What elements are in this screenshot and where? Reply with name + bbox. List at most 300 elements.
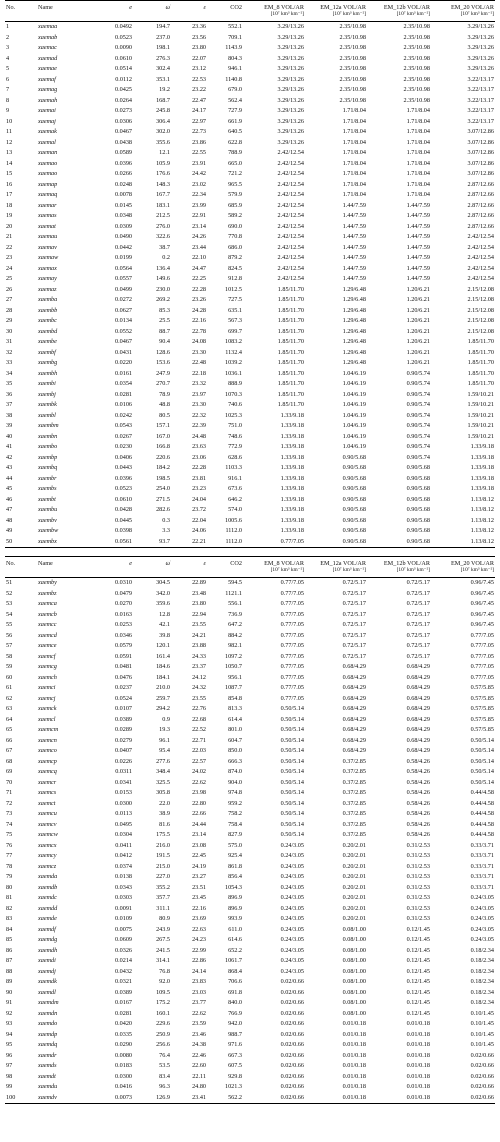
cell-epsilon: 23.03 [192, 988, 206, 996]
cell-omega: 168.7 [156, 96, 170, 104]
cell-omega: 76.8 [159, 967, 170, 975]
cell-epsilon: 22.76 [192, 705, 206, 712]
cell-co2: 942.0 [228, 1020, 242, 1027]
cell-co2: 770.8 [228, 233, 242, 240]
cell-em20: 2.15/12.08 [467, 296, 494, 303]
cell-omega: 184.2 [156, 464, 170, 471]
cell-omega: 175.2 [156, 999, 170, 1006]
cell-em12b: 0.01/0.18 [406, 1083, 430, 1090]
cell-omega: 355.2 [156, 883, 170, 891]
cell-em12b: 0.58/4.26 [406, 768, 430, 775]
cell-e: 0.0490 [114, 233, 132, 240]
cell-name: xaembz [38, 589, 57, 597]
cell-em20: 1.59/10.21 [467, 390, 494, 398]
cell-epsilon: 22.89 [192, 579, 206, 586]
cell-em12a: 0.08/1.00 [342, 936, 366, 943]
cell-co2: 727.5 [228, 296, 242, 303]
cell-em8: 0.24/3.05 [280, 936, 304, 943]
cell-name: xaembn [38, 432, 58, 440]
cell-no: 47 [6, 506, 13, 513]
cell-no: 29 [6, 317, 13, 324]
cell-em12b: 0.31/2.53 [406, 852, 430, 859]
table-row [5, 589, 495, 600]
cell-em12a: 0.01/0.18 [342, 1072, 366, 1080]
cell-name: xaemdj [38, 967, 56, 975]
cell-co2: 1132.4 [225, 348, 242, 356]
cell-em8: 0.50/5.14 [280, 799, 304, 807]
cell-e: 0.0226 [114, 757, 132, 765]
cell-co2: 1112.0 [225, 527, 242, 534]
cell-omega: 48.8 [159, 401, 170, 408]
cell-name: xaemdi [38, 957, 56, 964]
cell-em12a: 0.68/4.29 [342, 705, 366, 712]
table-row [5, 820, 495, 831]
cell-em12b: 0.90/5.74 [406, 380, 430, 387]
cell-co2: 1121.1 [225, 589, 242, 597]
table-row [5, 400, 495, 411]
cell-name: xaemdl [38, 988, 56, 996]
cell-e: 0.0090 [114, 44, 132, 51]
cell-epsilon: 23.14 [192, 831, 206, 838]
cell-epsilon: 24.19 [192, 862, 206, 870]
cell-em12a: 0.72/5.17 [342, 621, 366, 628]
cell-em8: 0.02/0.66 [280, 1083, 304, 1090]
cell-no: 4 [6, 54, 10, 62]
cell-em12a: 2.35/10.98 [339, 33, 366, 41]
table-row [5, 988, 495, 999]
data-table-part-1 [5, 0, 495, 548]
cell-em20: 2.42/12.54 [467, 254, 494, 261]
cell-em8: 1.33/9.18 [280, 411, 304, 419]
cell-em20: 1.85/11.70 [467, 348, 494, 356]
cell-co2: 661.9 [228, 117, 242, 125]
cell-no: 23 [6, 254, 13, 261]
cell-co2: 748.6 [228, 432, 242, 440]
cell-epsilon: 22.45 [192, 852, 206, 859]
cell-no: 80 [6, 883, 13, 891]
cell-em20: 0.77/7.05 [470, 663, 494, 670]
cell-omega: 120.1 [156, 642, 170, 649]
cell-em20: 1.33/9.18 [470, 443, 494, 450]
cell-epsilon: 23.77 [192, 999, 206, 1006]
cell-em8: 1.85/11.70 [277, 317, 304, 324]
cell-em20: 0.44/4.58 [470, 820, 494, 828]
cell-epsilon: 23.72 [192, 506, 206, 513]
cell-omega: 96.3 [159, 1083, 170, 1090]
cell-e: 0.0075 [114, 925, 132, 933]
cell-no: 24 [6, 264, 13, 272]
cell-em12b: 0.90/5.74 [406, 401, 430, 408]
table-row [5, 862, 495, 873]
table-row [5, 442, 495, 453]
cell-epsilon: 23.48 [192, 589, 206, 597]
cell-em20: 3.07/12.86 [467, 159, 494, 167]
cell-em8: 0.02/0.66 [280, 978, 304, 985]
cell-e: 0.0398 [114, 527, 132, 534]
cell-omega: 302.0 [156, 128, 170, 135]
cell-em20: 0.18/2.34 [470, 999, 494, 1006]
cell-name: xaemcj [38, 694, 56, 702]
cell-e: 0.0627 [114, 306, 132, 314]
cell-no: 77 [6, 852, 13, 859]
cell-epsilon: 23.44 [192, 243, 206, 251]
cell-em8: 1.85/11.70 [277, 359, 304, 366]
cell-em8: 1.85/11.70 [277, 338, 304, 345]
cell-e: 0.0523 [114, 33, 132, 41]
cell-em12b: 0.31/2.53 [406, 862, 430, 870]
cell-name: xaemav [38, 243, 57, 251]
cell-co2: 896.9 [228, 894, 242, 901]
cell-em12a: 0.68/4.29 [342, 715, 366, 723]
cell-no: 79 [6, 873, 13, 880]
cell-co2: 916.1 [228, 474, 242, 482]
cell-name: xaemah [38, 96, 58, 104]
cell-e: 0.0321 [114, 978, 132, 985]
cell-e: 0.0557 [114, 275, 132, 282]
table-row [5, 54, 495, 65]
table-row [5, 22, 495, 33]
cell-omega: 322.6 [156, 233, 170, 240]
cell-omega: 0.2 [162, 254, 170, 261]
table-row [5, 767, 495, 778]
cell-co2: 879.2 [228, 254, 242, 261]
table-row [5, 348, 495, 359]
cell-co2: 840.0 [228, 999, 242, 1006]
cell-em20: 0.44/4.58 [470, 810, 494, 817]
cell-em12a: 1.71/8.04 [342, 180, 366, 188]
cell-epsilon: 23.08 [192, 841, 206, 849]
cell-em12a: 0.68/4.29 [342, 726, 366, 733]
cell-em8: 1.33/9.18 [280, 464, 304, 471]
cell-e: 0.0311 [115, 768, 132, 775]
table-row [5, 526, 495, 537]
cell-em8: 1.33/9.18 [280, 422, 304, 429]
table-row [5, 201, 495, 212]
cell-no: 45 [6, 485, 13, 492]
cell-em20: 3.07/12.86 [467, 149, 494, 156]
cell-name: xaemcn [38, 736, 57, 744]
cell-e: 0.0279 [114, 736, 132, 744]
table-row [5, 631, 495, 642]
cell-em12a: 1.29/6.48 [342, 306, 366, 314]
cell-e: 0.0145 [114, 201, 132, 209]
cell-e: 0.0273 [114, 107, 132, 114]
cell-em12a: 0.08/1.00 [342, 967, 366, 975]
cell-em8: 0.77/7.05 [243, 537, 305, 548]
cell-em20: 0.77/7.05 [470, 673, 494, 681]
cell-em20: 0.02/0.66 [470, 1072, 494, 1080]
cell-e: 0.0214 [114, 957, 132, 964]
table-row [5, 180, 495, 191]
cell-em20: 0.24/3.05 [470, 925, 494, 933]
cell-epsilon: 23.69 [192, 915, 206, 922]
cell-e: 0.0389 [114, 715, 132, 723]
cell-em8: 1.85/11.70 [277, 401, 304, 408]
header-no: No. [5, 557, 37, 578]
cell-co2: 667.3 [228, 1051, 242, 1059]
cell-em8: 1.85/11.70 [277, 369, 304, 377]
cell-epsilon: 24.38 [192, 1041, 206, 1048]
cell-omega: 157.1 [156, 422, 170, 429]
cell-em20: 0.96/7.45 [470, 600, 494, 607]
cell-em12b: 1.44/7.59 [406, 254, 430, 261]
cell-co2: 709.1 [228, 33, 242, 41]
cell-epsilon: 24.08 [192, 338, 206, 345]
cell-em12a: 0.68/4.29 [342, 663, 366, 670]
cell-e: 0.0163 [114, 610, 132, 618]
cell-co2: 1112.0 [207, 537, 243, 548]
cell-em20: 0.33/3.71 [470, 841, 494, 849]
cell-em12a: 0.08/1.00 [342, 999, 366, 1006]
table-row [5, 736, 495, 747]
cell-no: 69 [6, 768, 13, 775]
table-row [5, 935, 495, 946]
cell-omega: 80.9 [159, 915, 170, 922]
cell-e: 0.0523 [114, 485, 132, 492]
cell-e: 0.0242 [114, 411, 132, 419]
cell-em8: 1.85/11.70 [277, 327, 304, 335]
cell-co2: 614.4 [228, 715, 242, 723]
table-row [5, 369, 495, 380]
table-row [5, 851, 495, 862]
cell-no: 46 [6, 495, 13, 503]
cell-em20: 2.42/12.54 [467, 264, 494, 272]
table-row [5, 946, 495, 957]
cell-name: xaemao [38, 170, 58, 177]
cell-epsilon: 22.07 [192, 54, 206, 62]
cell-em20: 0.77/7.05 [470, 652, 494, 660]
cell-name: xaemby [38, 579, 57, 586]
cell-e: 0.0153 [114, 789, 132, 796]
cell-em20: 0.57/5.85 [470, 715, 494, 723]
cell-omega: 3.3 [162, 527, 170, 534]
cell-em8: 1.33/9.18 [280, 443, 304, 450]
cell-epsilon: 22.62 [192, 778, 206, 786]
cell-em20: 0.10/1.45 [470, 1041, 494, 1048]
cell-em20: 0.24/3.05 [470, 936, 494, 943]
header-em12b: EM_12b VOL/AR [10⁷ km³ km⁻²] [367, 1, 431, 22]
header-omega: ω̃ [133, 1, 171, 22]
table-row [5, 998, 495, 1009]
cell-co2: 686.0 [228, 243, 242, 251]
cell-em12a: 0.37/2.85 [342, 778, 366, 786]
cell-em12b: 0.72/5.17 [406, 610, 430, 618]
cell-em12b: 0.31/2.53 [406, 883, 430, 891]
cell-name: xaemdr [38, 1051, 57, 1059]
cell-omega: 359.6 [156, 600, 170, 607]
cell-omega: 353.1 [156, 75, 170, 83]
cell-no: 20 [6, 222, 13, 230]
cell-em8: 2.42/12.54 [277, 243, 304, 251]
cell-name: xaemca [38, 600, 57, 607]
cell-em20: 0.18/2.34 [470, 967, 494, 975]
cell-em12a: 0.72/5.17 [342, 642, 366, 649]
cell-e: 0.0445 [114, 516, 132, 524]
cell-no: 71 [6, 789, 13, 796]
cell-co2: 1070.3 [224, 390, 242, 398]
cell-em8: 0.77/7.05 [280, 663, 304, 670]
cell-no: 1 [6, 23, 10, 30]
cell-co2: 959.2 [228, 799, 242, 807]
cell-e: 0.0343 [114, 883, 132, 891]
cell-em20: 0.57/5.85 [470, 705, 494, 712]
cell-em20: 0.10/1.45 [470, 1030, 494, 1038]
cell-em12a: 0.72/5.17 [342, 600, 366, 607]
cell-omega: 230.0 [156, 285, 170, 293]
header-co2: CO2 [207, 1, 243, 22]
table-row [5, 914, 495, 925]
cell-no: 83 [6, 915, 13, 922]
cell-omega: 90.4 [159, 338, 170, 345]
cell-em12b: 1.71/8.04 [406, 117, 430, 125]
cell-name: xaemde [38, 915, 57, 922]
cell-em8: 0.24/3.05 [280, 915, 304, 922]
cell-em12b: 0.12/1.45 [406, 1009, 430, 1017]
cell-epsilon: 24.06 [192, 527, 206, 534]
cell-co2: 1083.2 [224, 338, 242, 345]
table-2-header [5, 557, 495, 578]
cell-epsilon: 23.80 [192, 44, 206, 51]
cell-em12b: 0.31/2.53 [406, 915, 430, 922]
table-row [5, 379, 495, 390]
cell-no: 88 [6, 967, 13, 975]
cell-e: 0.0406 [114, 453, 132, 461]
table-row [5, 474, 495, 485]
cell-omega: 276.0 [156, 222, 170, 230]
cell-co2: 562.2 [207, 1093, 243, 1104]
cell-name: xaemau [38, 233, 58, 240]
cell-name: xaemce [38, 642, 57, 649]
cell-em12a: 0.20/2.01 [342, 852, 366, 859]
table-row [5, 725, 495, 736]
cell-omega: 191.5 [156, 852, 170, 859]
cell-em20: 0.96/7.45 [470, 610, 494, 618]
cell-em12b: 1.71/8.04 [406, 128, 430, 135]
cell-name: xaemaw [38, 254, 59, 261]
cell-em12a: 1.44/7.59 [342, 254, 366, 261]
table-row [5, 704, 495, 715]
cell-em8: 0.77/7.05 [280, 673, 304, 681]
cell-em12b: 0.58/4.26 [406, 810, 430, 817]
cell-co2: 679.0 [228, 86, 242, 93]
cell-omega: 250.9 [156, 1030, 170, 1038]
table-row [5, 411, 495, 422]
cell-e: 0.0431 [114, 348, 132, 356]
cell-em12a: 1.04/6.19 [342, 422, 366, 429]
cell-em20: 1.85/11.70 [467, 380, 494, 387]
table-row [5, 1030, 495, 1041]
cell-em12a: 1.29/6.48 [342, 296, 366, 303]
cell-omega: 355.6 [156, 138, 170, 146]
cell-name: xaemdg [38, 936, 58, 943]
cell-epsilon: 23.37 [192, 663, 206, 670]
cell-em8: 0.77/7.05 [280, 600, 304, 607]
cell-no: 87 [6, 957, 13, 964]
cell-em20: 1.33/9.18 [470, 485, 494, 492]
cell-e: 0.0080 [114, 1051, 132, 1059]
cell-epsilon: 23.99 [192, 201, 206, 209]
cell-name: xaemdo [38, 1020, 58, 1027]
cell-em8: 0.50/5.14 [280, 768, 304, 775]
cell-em20: 0.50/5.14 [470, 757, 494, 765]
cell-em12b: 1.71/8.04 [406, 107, 430, 114]
cell-no: 97 [6, 1062, 13, 1069]
cell-em8: 3.29/13.26 [277, 65, 304, 72]
cell-name: xaemcg [38, 663, 57, 670]
cell-epsilon: 23.14 [192, 222, 206, 230]
cell-em8: 2.42/12.54 [277, 233, 304, 240]
table-row [5, 746, 495, 757]
cell-em12a: 0.68/4.29 [342, 747, 366, 754]
cell-no: 62 [6, 694, 13, 702]
table-row [5, 904, 495, 915]
cell-name: xaembu [38, 506, 58, 513]
cell-co2: 1025.3 [224, 411, 242, 419]
cell-omega: 93.7 [133, 537, 171, 548]
cell-epsilon: 22.11 [192, 1072, 206, 1080]
table-row [5, 1093, 495, 1104]
cell-omega: 198.1 [156, 44, 170, 51]
table-row [5, 190, 495, 201]
cell-em12b: 2.35/10.98 [403, 96, 430, 104]
cell-e: 0.0335 [114, 1030, 132, 1038]
cell-omega: 304.5 [156, 579, 170, 586]
cell-em12a: 0.90/5.68 [342, 506, 366, 513]
cell-e: 0.0412 [114, 852, 132, 859]
cell-em12b: 1.20/6.21 [406, 338, 430, 345]
table-row [5, 285, 495, 296]
cell-omega: 160.1 [156, 1009, 170, 1017]
cell-em20: 0.24/3.05 [470, 894, 494, 901]
cell-em12b: 1.44/7.59 [406, 233, 430, 240]
cell-e: 0.0220 [114, 359, 132, 366]
cell-em20: 0.10/1.45 [470, 1020, 494, 1027]
cell-no: 56 [6, 631, 13, 639]
cell-omega: 53.5 [159, 1062, 170, 1069]
cell-no: 54 [6, 610, 13, 618]
cell-co2: 622.8 [228, 138, 242, 146]
cell-em8: 3.29/13.26 [277, 75, 304, 83]
cell-no: 58 [6, 652, 13, 660]
header-epsilon: ε [171, 1, 207, 22]
cell-e: 0.0237 [114, 684, 132, 691]
cell-omega: 194.7 [156, 23, 170, 30]
cell-em12a: 1.04/6.19 [342, 369, 366, 377]
cell-name: xaemcx [38, 841, 57, 849]
cell-co2: 956.1 [228, 673, 242, 681]
table-row [5, 432, 495, 443]
cell-co2: 1005.6 [224, 516, 242, 524]
cell-name: xaembi [38, 380, 56, 387]
cell-em12b: 0.12/1.45 [406, 957, 430, 964]
cell-co2: 896.9 [228, 904, 242, 912]
cell-co2: 691.8 [228, 988, 242, 996]
cell-no: 15 [6, 170, 13, 177]
cell-e: 0.0091 [114, 904, 132, 912]
cell-em12b: 0.01/0.18 [406, 1020, 430, 1027]
cell-em8: 3.29/13.26 [277, 117, 304, 125]
cell-e: 0.0304 [114, 831, 132, 838]
cell-no: 27 [6, 296, 13, 303]
cell-epsilon: 22.97 [192, 117, 206, 125]
cell-epsilon: 22.78 [192, 327, 206, 335]
cell-co2: 758.4 [228, 820, 242, 828]
cell-em20: 0.33/3.71 [470, 873, 494, 880]
cell-co2: 1039.2 [224, 359, 242, 366]
cell-em12a: 0.08/1.00 [342, 1009, 366, 1017]
cell-em12b: 0.72/5.17 [406, 652, 430, 660]
cell-name: xaemdt [38, 1072, 56, 1080]
